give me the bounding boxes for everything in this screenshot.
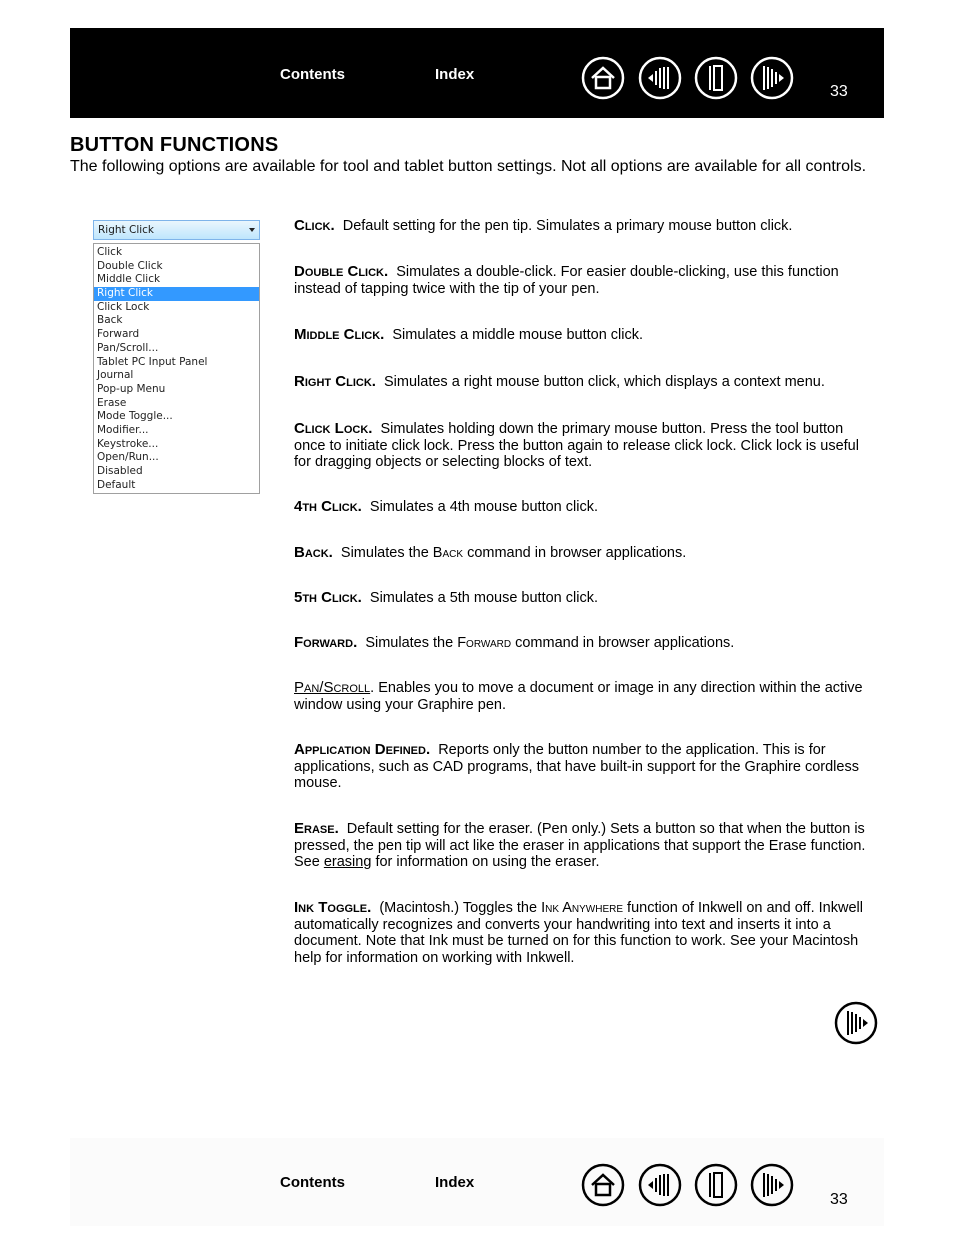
dropdown-option[interactable]: Pop-up Menu [97,382,166,395]
definition-right-click: Right Click. Simulates a right mouse button click, which displays a context menu. [294,373,825,390]
definition-forward: Forward. Simulates the Forward command in browser applications. [294,634,735,651]
previous-page-icon[interactable] [694,56,738,100]
dropdown-option[interactable]: Mode Toggle... [97,410,173,423]
definition-application-defined: Application Defined. Reports only the button number to the application. This is for applications, such as CAD programs, that have built-in support for the Graphire cordless mouse. [294,741,859,792]
dropdown-option[interactable]: Click Lock [97,300,150,313]
definition-double-click: Double Click. Simulates a double-click. For easier double-clicking, use this function instead of tapping twice with the tip of your pen. [294,263,839,297]
next-page-icon[interactable] [750,1163,794,1207]
page-number: 33 [830,83,848,100]
page-number: 33 [830,1191,848,1208]
dropdown-option[interactable]: Right Click [94,287,259,301]
bottom-nav-bar [70,1138,884,1226]
dropdown-option[interactable]: Click [97,246,123,258]
dropdown-option[interactable]: Keystroke... [97,437,159,450]
index-link[interactable]: Index [435,1174,475,1191]
definition-ink-toggle: Ink Toggle. (Macintosh.) Toggles the Ink Anywhere function of Inkwell on and off. Inkwell automatically recognizes and converts your handwriting into text and inserts it into a document. Note that Ink must be turned on for this function to work. See your Macintosh help for information on working with Inkwell. [294,899,863,967]
page-title: BUTTON FUNCTIONS [70,134,279,156]
intro-paragraph: The following options are available for tool and tablet button settings. Not all options are available for all controls. [70,158,867,175]
definition-middle-click: Middle Click. Simulates a middle mouse button click. [294,326,644,343]
definition-click-lock: Click Lock. Simulates holding down the primary mouse button. Press the tool button once to initiate click lock. Press the button again to release click lock. Click lock is useful for dragging objects or selecting blocks of text. [294,420,859,471]
dropdown-option[interactable]: Double Click [97,259,163,272]
dropdown-option[interactable]: Forward [97,328,140,341]
definition-erase: Erase. Default setting for the eraser. (Pen only.) Sets a button so that when the button is pressed, the pen tip will act like the eraser in applications that support the Erase function. See erasing for information on using the eraser. [294,820,866,871]
dropdown-option[interactable]: Journal [97,369,134,382]
contents-link[interactable]: Contents [280,1174,345,1191]
dropdown-options-list [93,243,260,494]
dropdown-option[interactable]: Back [97,314,123,327]
definition-back: Back. Simulates the Back command in browser applications. [294,544,687,561]
definition-4th-click: 4th Click. Simulates a 4th mouse button click. [294,498,598,515]
dropdown-selected[interactable] [93,220,260,240]
definition-5th-click: 5th Click. Simulates a 5th mouse button click. [294,589,598,606]
previous-section-icon[interactable] [638,1163,682,1207]
previous-page-icon[interactable] [694,1163,738,1207]
contents-link[interactable]: Contents [280,66,345,83]
definition-click: Click. Default setting for the pen tip. Simulates a primary mouse button click. [294,217,793,234]
dropdown-option[interactable]: Open/Run... [97,451,159,464]
dropdown-option[interactable]: Disabled [97,465,143,477]
button-function-dropdown[interactable] [93,220,260,494]
erasing-link[interactable]: erasing [323,854,372,871]
dropdown-option[interactable]: Tablet PC Input Panel [97,355,208,368]
dropdown-option[interactable]: Middle Click [97,273,161,286]
pan-scroll-link[interactable]: Pan/Scroll [294,679,371,696]
previous-section-icon[interactable] [638,56,682,100]
next-page-icon[interactable] [750,56,794,100]
definition-pan-scroll: Pan/Scroll. Enables you to move a document or image in any direction within the active window using your Graphire pen. [294,679,863,713]
dropdown-selected-value: Right Click [98,224,155,236]
chevron-down-icon[interactable] [249,228,255,232]
dropdown-option[interactable]: Modifier... [97,423,149,436]
home-icon[interactable] [581,56,625,100]
top-nav-bar [70,28,884,118]
dropdown-option[interactable]: Pan/Scroll... [97,341,159,354]
dropdown-option[interactable]: Default [97,478,136,491]
home-icon[interactable] [581,1163,625,1207]
next-page-icon[interactable] [834,1001,878,1045]
index-link[interactable]: Index [435,66,475,83]
dropdown-option[interactable]: Erase [97,396,127,409]
